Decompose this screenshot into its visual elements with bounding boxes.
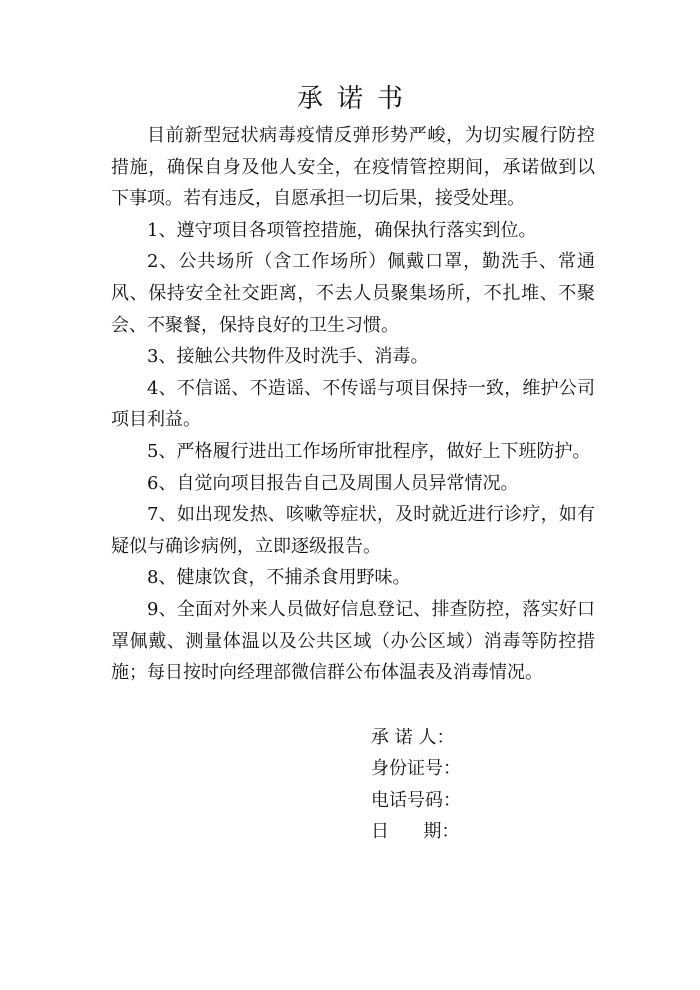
- date-label: 日 期：: [371, 820, 460, 842]
- item-4: 4、不信谣、不造谣、不传谣与项目保持一致，维护公司项目利益。: [111, 377, 595, 431]
- item-5: 5、严格履行进出工作场所审批程序，做好上下班防护。: [147, 440, 591, 462]
- item-8: 8、健康饮食，不捕杀食用野味。: [147, 567, 411, 589]
- item-9: 9、全面对外来人员做好信息登记、排查防控，落实好口罩佩戴、测量体温以及公共区域（办公区域）消毒等防控措施；每日按时向经理部微信群公布体温表及消毒情况。: [111, 598, 595, 684]
- item-6: 6、自觉向项目报告自己及周围人员异常情况。: [147, 472, 519, 494]
- promisor-label: 承 诺 人：: [371, 727, 455, 748]
- item-1: 1、遵守项目各项管控措施，确保执行落实到位。: [147, 219, 537, 241]
- item-2: 2、公共场所（含工作场所）佩戴口罩，勤洗手、常通风、保持安全社交距离，不去人员聚集场所，不扎堆、不聚会、不聚餐，保持良好的卫生习惯。: [111, 251, 595, 336]
- item-7: 7、如出现发热、咳嗽等症状，及时就近进行诊疗，如有疑似与确诊病例，立即逐级报告。: [111, 504, 595, 557]
- item-3: 3、接触公共物件及时洗手、消毒。: [147, 346, 429, 368]
- intro-paragraph: 目前新型冠状病毒疫情反弹形势严峻，为切实履行防控措施，确保自身及他人安全，在疫情管控期间，承诺做到以下事项。若有违反，自愿承担一切后果，接受处理。: [111, 125, 595, 210]
- phone-label: 电话号码：: [371, 789, 461, 811]
- signature-block: [371, 722, 461, 847]
- document-title: 承诺书: [296, 84, 417, 114]
- id-number-label: 身份证号：: [371, 758, 461, 780]
- document-body: [111, 120, 595, 689]
